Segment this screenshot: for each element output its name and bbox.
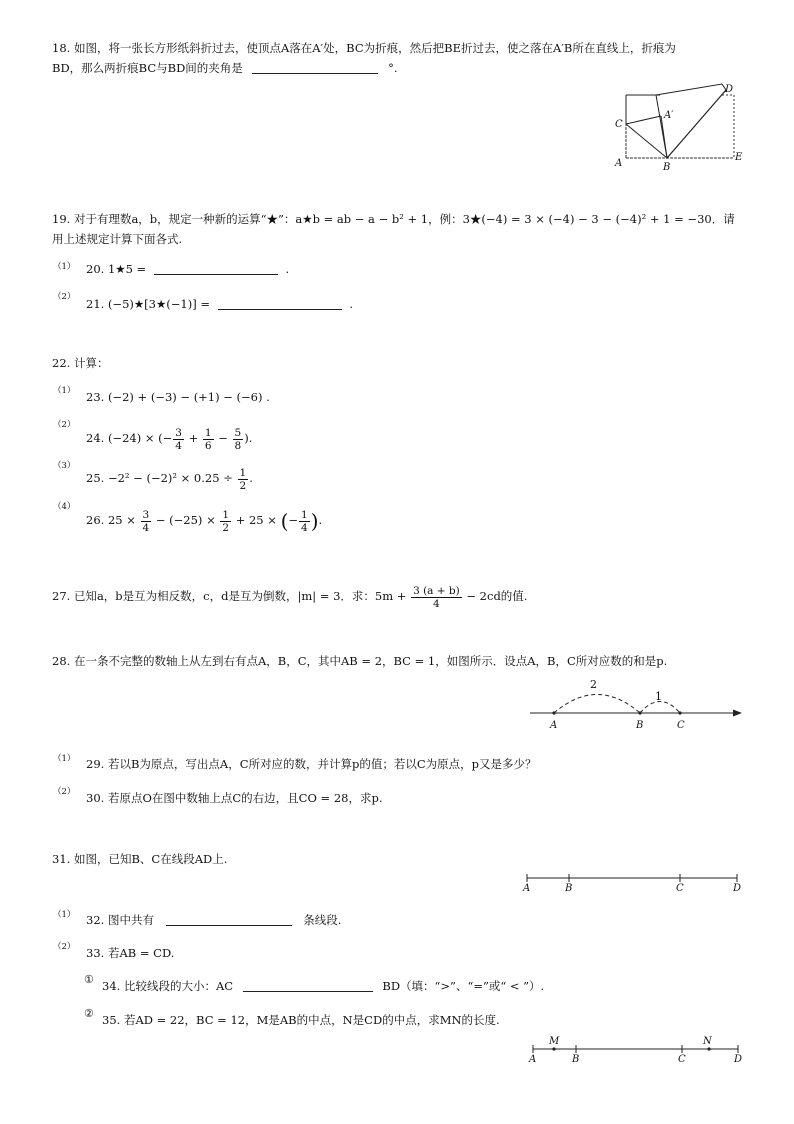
q26-frac2 bbox=[220, 509, 231, 534]
q26-frac1-den: 4 bbox=[142, 521, 150, 534]
q18-line2-end: °. bbox=[388, 61, 398, 75]
q25-line bbox=[86, 462, 253, 494]
q24-frac3-den: 8 bbox=[234, 439, 242, 452]
q30-line: 30. 若原点O在图中数轴上点C的右边，且CO = 28，求p. bbox=[86, 791, 383, 805]
q18-answer-blank[interactable] bbox=[252, 61, 378, 74]
q21-answer-blank[interactable] bbox=[218, 297, 342, 310]
fig28-label-ab: 2 bbox=[590, 678, 597, 691]
q18-line1: 18. 如图，将一张长方形纸斜折过去，使顶点A落在A′处，BC为折痕，然后把BE折过去，使之落在A′B所在直线上，折痕为 bbox=[52, 41, 676, 55]
fig35-label-m: M bbox=[549, 1036, 560, 1047]
q25-end: . bbox=[249, 471, 253, 485]
q24-end: ). bbox=[244, 431, 253, 445]
q26-frac2-num: 1 bbox=[222, 508, 230, 521]
q20-text: 20. 1★5 = bbox=[86, 262, 147, 276]
q26-frac2-den: 2 bbox=[222, 521, 230, 534]
q29-sub-label: （1） bbox=[53, 754, 76, 764]
q32-answer-blank[interactable] bbox=[166, 913, 292, 926]
q24-pre: 24. (−24) × (− bbox=[86, 431, 173, 445]
fig28-label-b: B bbox=[636, 720, 644, 731]
fig28-label-c: C bbox=[677, 720, 685, 731]
q31-segment-figure bbox=[522, 870, 746, 896]
q18-fold-figure bbox=[612, 78, 746, 173]
q34-text: 34. 比较线段的大小：AC bbox=[102, 979, 234, 993]
q26-mid1: − (−25) × bbox=[155, 513, 216, 527]
fig35-label-c: C bbox=[678, 1054, 686, 1065]
q32-text: 32. 图中共有 bbox=[86, 913, 154, 927]
q26-line bbox=[86, 504, 322, 537]
q24-frac3-num: 5 bbox=[234, 426, 242, 439]
q25-frac-den: 2 bbox=[239, 479, 247, 492]
q21-end: . bbox=[349, 297, 353, 311]
q34-end: BD（填：“>”、“=”或“ < ”）. bbox=[382, 979, 545, 993]
q24-frac2-den: 6 bbox=[204, 439, 212, 452]
q32-line bbox=[86, 912, 341, 928]
q24-frac1 bbox=[173, 427, 184, 452]
q26-frac1-num: 3 bbox=[142, 508, 150, 521]
fig18-label-a: A bbox=[615, 158, 623, 169]
q27-pre: 27. 已知a，b是互为相反数，c，d是互为倒数，|m| = 3．求：5m + bbox=[52, 589, 407, 603]
q21-sub-label: （2） bbox=[53, 292, 76, 302]
q27-frac bbox=[411, 585, 462, 610]
q27-line bbox=[52, 578, 527, 614]
q30-sub-label: （2） bbox=[53, 787, 76, 797]
q25-sub-label: （3） bbox=[53, 461, 76, 471]
q34-circle-label: ① bbox=[84, 973, 94, 986]
q27-frac-den: 4 bbox=[433, 597, 440, 610]
q25-frac-num: 1 bbox=[239, 466, 247, 479]
q34-answer-blank[interactable] bbox=[243, 979, 373, 992]
q20-end: . bbox=[285, 262, 290, 276]
q26-mid2: + 25 × bbox=[235, 513, 277, 527]
q24-frac3 bbox=[233, 427, 244, 452]
q26-sub-label: （4） bbox=[53, 502, 76, 512]
q26-frac3-den: 4 bbox=[301, 521, 308, 534]
q32-sub-label: （1） bbox=[53, 910, 76, 920]
q28-number-line-figure bbox=[530, 676, 744, 734]
q25-pre: 25. −2² − (−2)² × 0.25 ÷ bbox=[86, 471, 233, 485]
q24-line bbox=[86, 422, 252, 454]
q26-end: . bbox=[318, 513, 323, 527]
q26-right-paren: ) bbox=[310, 509, 319, 533]
q31-line1: 31. 如图，已知B、C在线段AD上. bbox=[52, 852, 228, 866]
q34-line bbox=[102, 978, 544, 994]
q23-line: 23. (−2) + (−3) − (+1) − (−6) . bbox=[86, 390, 270, 404]
q33-line: 33. 若AB = CD. bbox=[86, 946, 175, 960]
q32-end: 条线段. bbox=[303, 913, 342, 927]
q33-sub-label: （2） bbox=[53, 942, 76, 952]
q24-mid1: + bbox=[188, 431, 199, 445]
q26-left-paren: ( bbox=[280, 509, 289, 533]
fig35-label-n: N bbox=[703, 1036, 712, 1047]
q26-neg: − bbox=[288, 513, 299, 527]
q27-frac-num: 3 (a + b) bbox=[413, 584, 460, 597]
fig28-label-bc: 1 bbox=[655, 690, 662, 703]
fig18-label-d: D bbox=[725, 84, 734, 95]
q35-segment-figure bbox=[526, 1034, 746, 1066]
q26-pre: 26. 25 × bbox=[86, 513, 136, 527]
fig18-label-b: B bbox=[663, 162, 671, 173]
q24-frac1-num: 3 bbox=[175, 426, 182, 439]
fig35-label-a: A bbox=[529, 1054, 537, 1065]
fig18-label-e: E bbox=[735, 152, 743, 163]
q24-frac2-num: 1 bbox=[204, 426, 212, 439]
q26-frac1 bbox=[141, 509, 152, 534]
fig18-label-c: C bbox=[615, 119, 623, 130]
q21-text: 21. (−5)★[3★(−1)] = bbox=[86, 297, 210, 311]
q19-line1: 19. 对于有理数a，b，规定一种新的运算“★”：a★b = ab − a − b² + 1，例：3★(−4) = 3 × (−4) − 3 − (−4)² + 1 = −30．请 bbox=[52, 212, 735, 226]
fig31-label-c: C bbox=[676, 883, 684, 894]
q22-title: 22. 计算： bbox=[52, 356, 109, 370]
fig31-label-a: A bbox=[523, 883, 531, 894]
fig35-label-d: D bbox=[734, 1054, 743, 1065]
q29-line: 29. 若以B为原点，写出点A，C所对应的数，并计算p的值；若以C为原点，p又是多少？ bbox=[86, 757, 537, 771]
q24-frac1-den: 4 bbox=[175, 439, 182, 452]
q35-line: 35. 若AD = 22，BC = 12，M是AB的中点，N是CD的中点，求MN的长度. bbox=[102, 1013, 500, 1027]
q26-frac3-num: 1 bbox=[301, 508, 308, 521]
fig31-label-b: B bbox=[565, 883, 573, 894]
q20-sub-label: （1） bbox=[53, 262, 76, 272]
fig31-label-d: D bbox=[733, 883, 742, 894]
fig28-label-a: A bbox=[550, 720, 558, 731]
q28-line1: 28. 在一条不完整的数轴上从左到右有点A，B，C，其中AB = 2，BC = 1，如图所示．设点A，B，C所对应数的和是p. bbox=[52, 654, 668, 668]
q24-mid2: − bbox=[218, 431, 228, 445]
q18-line2-text: BD，那么两折痕BC与BD间的夹角是 bbox=[52, 61, 243, 75]
q21-line bbox=[86, 296, 353, 312]
q23-sub-label: （1） bbox=[53, 386, 76, 396]
q24-frac2 bbox=[203, 427, 214, 452]
q27-post: − 2cd的值. bbox=[466, 589, 528, 603]
q24-sub-label: （2） bbox=[53, 420, 76, 430]
q20-answer-blank[interactable] bbox=[154, 262, 278, 275]
q18-line2 bbox=[52, 60, 398, 76]
fig35-label-b: B bbox=[572, 1054, 580, 1065]
q19-line2: 用上述规定计算下面各式. bbox=[52, 232, 183, 246]
fig18-label-a-prime: A′ bbox=[664, 110, 674, 121]
q35-circle-label: ② bbox=[84, 1007, 94, 1020]
q20-line bbox=[86, 261, 289, 277]
q25-frac bbox=[238, 467, 249, 492]
q26-frac3 bbox=[299, 509, 310, 534]
